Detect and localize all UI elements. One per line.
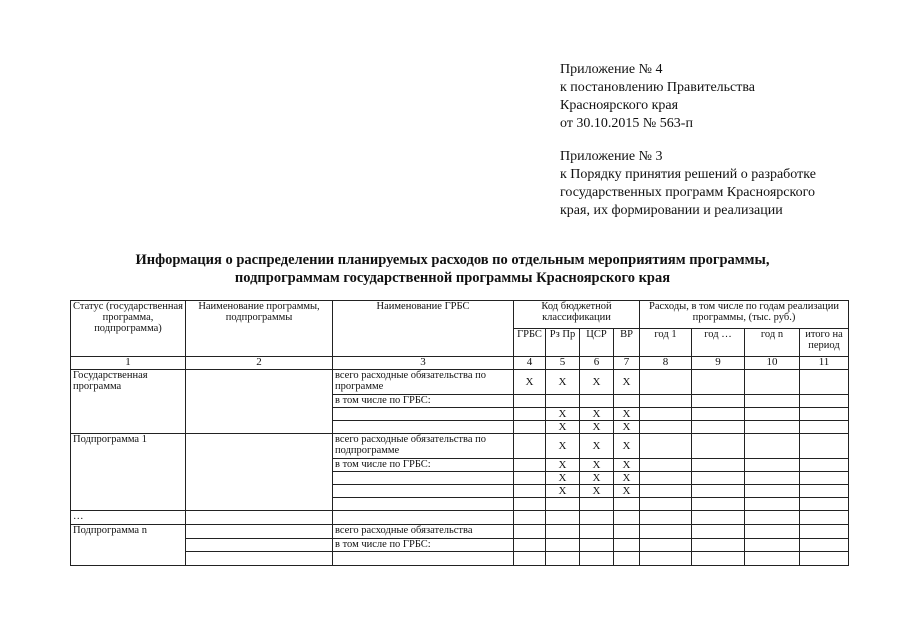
header-program-name: Наименование программы, подпрограммы: [186, 301, 333, 357]
value-cell: [745, 459, 800, 472]
value-cell: [800, 395, 849, 408]
value-cell: [745, 370, 800, 395]
program-name-cell: [186, 370, 333, 434]
column-number: 9: [692, 357, 745, 370]
value-cell: [692, 485, 745, 498]
grbs-name-cell: [333, 552, 514, 566]
value-cell: [640, 525, 692, 539]
annex-3-line: Приложение № 3: [560, 149, 663, 164]
value-cell: [640, 552, 692, 566]
value-cell: [640, 434, 692, 459]
vr-cell: [614, 525, 640, 539]
annex-3-block: [560, 148, 816, 220]
value-cell: [640, 395, 692, 408]
vr-cell: [614, 395, 640, 408]
csr-cell: [580, 552, 614, 566]
mark-x: X: [580, 459, 614, 472]
header-status: Статус (государственная программа, подпрограмма): [71, 301, 186, 357]
annex-4-block: [560, 61, 755, 133]
grbs-name-cell: всего расходные обязательства по программе: [333, 370, 514, 395]
header-year-1: год 1: [640, 329, 692, 357]
value-cell: [640, 408, 692, 421]
header-csr: ЦСР: [580, 329, 614, 357]
value-cell: [692, 472, 745, 485]
annex-3-line: государственных программ Красноярского: [560, 185, 815, 200]
table-row: [71, 434, 849, 459]
column-number: 10: [745, 357, 800, 370]
vr-cell: [614, 539, 640, 552]
grbs-name-cell: [333, 421, 514, 434]
program-name-cell: [186, 525, 333, 539]
column-number: 11: [800, 357, 849, 370]
column-number: 7: [614, 357, 640, 370]
value-cell: [692, 459, 745, 472]
header-year-dots: год …: [692, 329, 745, 357]
grbs-cell: [514, 434, 546, 459]
mark-x: X: [614, 408, 640, 421]
mark-x: X: [580, 370, 614, 395]
document-title: [60, 251, 845, 287]
grbs-cell: [514, 459, 546, 472]
annex-3-line: к Порядку принятия решений о разработке: [560, 167, 816, 182]
status-cell: Подпрограмма 1: [71, 434, 186, 511]
rzpr-cell: [546, 395, 580, 408]
mark-x: X: [580, 434, 614, 459]
value-cell: [692, 525, 745, 539]
value-cell: [745, 395, 800, 408]
value-cell: [692, 408, 745, 421]
value-cell: [800, 511, 849, 525]
mark-x: X: [614, 370, 640, 395]
value-cell: [800, 434, 849, 459]
grbs-name-cell: всего расходные обязательства по подпрограмме: [333, 434, 514, 459]
value-cell: [692, 395, 745, 408]
status-cell: …: [71, 511, 186, 525]
grbs-name-cell: [333, 472, 514, 485]
header-expenses: Расходы, в том числе по годам реализации программы, (тыс. руб.): [640, 301, 849, 329]
vr-cell: [614, 498, 640, 511]
mark-x: X: [546, 485, 580, 498]
header-vr: ВР: [614, 329, 640, 357]
column-number: 2: [186, 357, 333, 370]
value-cell: [640, 459, 692, 472]
mark-x: X: [580, 421, 614, 434]
table-row: [71, 539, 849, 552]
header-grbs-name: Наименование ГРБС: [333, 301, 514, 357]
program-name-cell: [186, 552, 333, 566]
csr-cell: [580, 525, 614, 539]
csr-cell: [580, 511, 614, 525]
table-row: [71, 370, 849, 395]
column-number: 1: [71, 357, 186, 370]
rzpr-cell: [546, 552, 580, 566]
mark-x: X: [546, 370, 580, 395]
rzpr-cell: [546, 511, 580, 525]
table-row: [71, 525, 849, 539]
grbs-name-cell: [333, 498, 514, 511]
annex-4-line: Красноярского края: [560, 98, 679, 113]
value-cell: [640, 472, 692, 485]
value-cell: [800, 498, 849, 511]
rzpr-cell: [546, 498, 580, 511]
header-grbs: ГРБС: [514, 329, 546, 357]
grbs-cell: [514, 539, 546, 552]
grbs-cell: [514, 421, 546, 434]
header-rzpr: Рз Пр: [546, 329, 580, 357]
mark-x: X: [614, 421, 640, 434]
mark-x: X: [546, 472, 580, 485]
mark-x: X: [580, 485, 614, 498]
title-line-2: подпрограммам государственной программы Красноярского края: [234, 270, 671, 286]
value-cell: [640, 370, 692, 395]
grbs-name-cell: [333, 408, 514, 421]
grbs-name-cell: в том числе по ГРБС:: [333, 539, 514, 552]
program-name-cell: [186, 511, 333, 525]
value-cell: [800, 552, 849, 566]
value-cell: [745, 472, 800, 485]
column-number: 5: [546, 357, 580, 370]
value-cell: [800, 408, 849, 421]
value-cell: [800, 472, 849, 485]
value-cell: [692, 539, 745, 552]
value-cell: [745, 525, 800, 539]
value-cell: [640, 539, 692, 552]
mark-x: X: [514, 370, 546, 395]
column-number: 6: [580, 357, 614, 370]
grbs-name-cell: [333, 485, 514, 498]
value-cell: [692, 511, 745, 525]
grbs-name-cell: в том числе по ГРБС:: [333, 395, 514, 408]
grbs-name-cell: в том числе по ГРБС:: [333, 459, 514, 472]
annex-4-line: Приложение № 4: [560, 62, 663, 77]
value-cell: [745, 434, 800, 459]
value-cell: [692, 498, 745, 511]
grbs-cell: [514, 408, 546, 421]
mark-x: X: [614, 459, 640, 472]
mark-x: X: [546, 421, 580, 434]
value-cell: [800, 485, 849, 498]
grbs-cell: [514, 472, 546, 485]
value-cell: [745, 498, 800, 511]
grbs-cell: [514, 552, 546, 566]
value-cell: [692, 552, 745, 566]
annex-4-line: к постановлению Правительства: [560, 80, 756, 95]
annex-3-line: края, их формировании и реализации: [560, 203, 783, 218]
mark-x: X: [580, 472, 614, 485]
expense-distribution-table: [70, 300, 849, 566]
value-cell: [800, 421, 849, 434]
value-cell: [640, 421, 692, 434]
grbs-cell: [514, 485, 546, 498]
value-cell: [745, 408, 800, 421]
status-cell: Подпрограмма n: [71, 525, 186, 566]
title-line-1: Информация о распределении планируемых расходов по отдельным мероприятиям программы,: [135, 252, 770, 268]
header-year-n: год n: [745, 329, 800, 357]
column-number: 4: [514, 357, 546, 370]
value-cell: [640, 511, 692, 525]
program-name-cell: [186, 434, 333, 511]
grbs-cell: [514, 511, 546, 525]
csr-cell: [580, 395, 614, 408]
grbs-cell: [514, 395, 546, 408]
annex-4-line: от 30.10.2015 № 563-п: [560, 116, 693, 131]
grbs-cell: [514, 498, 546, 511]
value-cell: [800, 525, 849, 539]
header-total: итого на период: [800, 329, 849, 357]
value-cell: [800, 459, 849, 472]
mark-x: X: [546, 459, 580, 472]
grbs-name-cell: всего расходные обязательства: [333, 525, 514, 539]
table-row: [71, 511, 849, 525]
value-cell: [692, 421, 745, 434]
value-cell: [692, 434, 745, 459]
value-cell: [745, 552, 800, 566]
rzpr-cell: [546, 539, 580, 552]
grbs-name-cell: [333, 511, 514, 525]
value-cell: [745, 511, 800, 525]
column-number: 3: [333, 357, 514, 370]
csr-cell: [580, 539, 614, 552]
value-cell: [745, 539, 800, 552]
mark-x: X: [580, 408, 614, 421]
mark-x: X: [546, 408, 580, 421]
column-number-row: [71, 357, 849, 370]
column-number: 8: [640, 357, 692, 370]
program-name-cell: [186, 539, 333, 552]
grbs-cell: [514, 525, 546, 539]
mark-x: X: [614, 434, 640, 459]
value-cell: [800, 370, 849, 395]
mark-x: X: [546, 434, 580, 459]
value-cell: [640, 498, 692, 511]
table-row: [71, 552, 849, 566]
header-budget-code: Код бюджетной классификации: [514, 301, 640, 329]
vr-cell: [614, 511, 640, 525]
rzpr-cell: [546, 525, 580, 539]
value-cell: [745, 421, 800, 434]
value-cell: [800, 539, 849, 552]
value-cell: [745, 485, 800, 498]
mark-x: X: [614, 485, 640, 498]
mark-x: X: [614, 472, 640, 485]
vr-cell: [614, 552, 640, 566]
status-cell: Государственная программа: [71, 370, 186, 434]
csr-cell: [580, 498, 614, 511]
value-cell: [640, 485, 692, 498]
value-cell: [692, 370, 745, 395]
